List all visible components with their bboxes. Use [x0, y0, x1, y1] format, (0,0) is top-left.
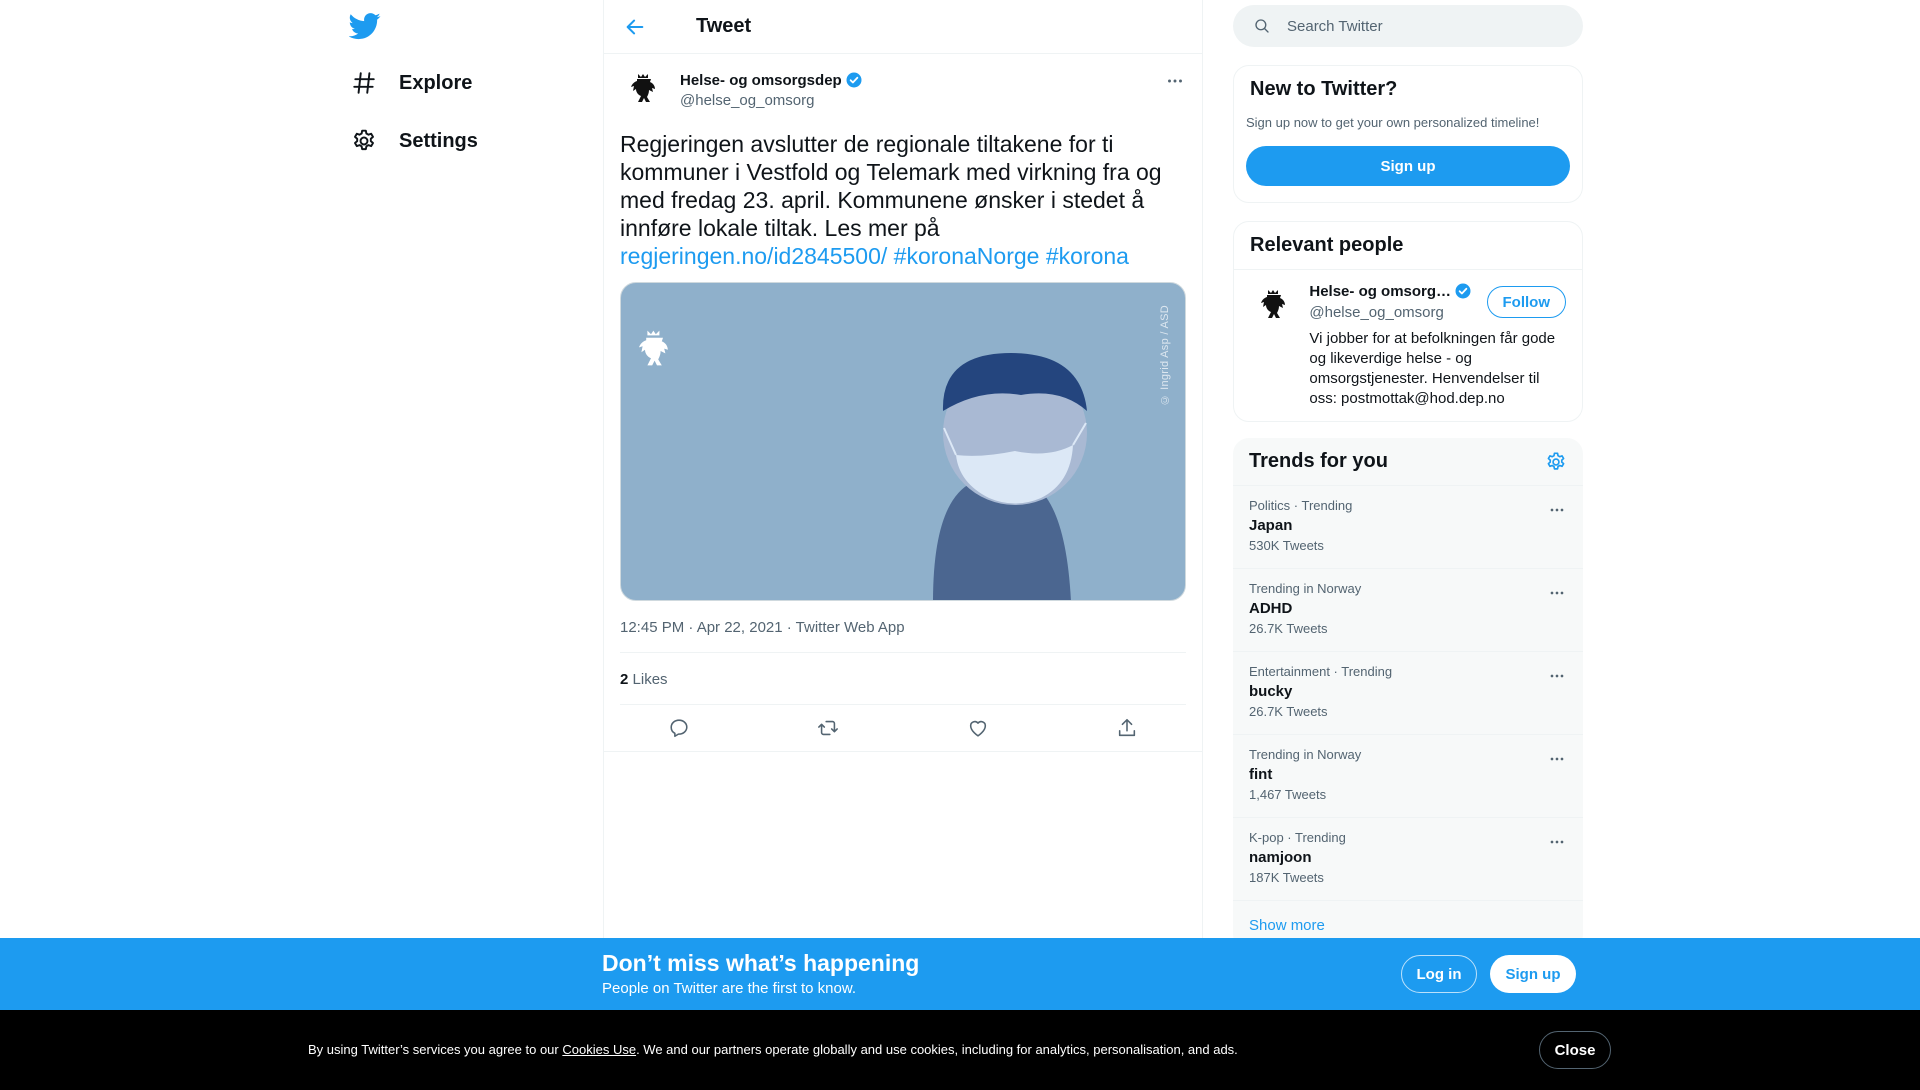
trend-count: 530K Tweets	[1249, 538, 1324, 553]
sign-up-button[interactable]: Sign up	[1490, 955, 1576, 993]
person-bio: Vi jobber for at befolkningen får gode og likeverdige helse - og omsorgstjenester. Henvendelser til oss: postmottak@hod.dep.no	[1309, 330, 1556, 407]
tweet-timestamp[interactable]: 12:45 PM · Apr 22, 2021 · Twitter Web App	[620, 619, 1186, 653]
tweet-actions	[604, 705, 1202, 752]
nav-settings-label: Settings	[399, 129, 478, 152]
banner-subtitle: People on Twitter are the first to know.	[602, 980, 857, 997]
follow-button[interactable]: Follow	[1487, 286, 1567, 318]
new-to-twitter-card	[1233, 65, 1583, 203]
retweet-icon[interactable]	[817, 717, 839, 739]
likes-number: 2	[620, 671, 629, 688]
reply-icon[interactable]	[668, 717, 690, 739]
search-box[interactable]	[1233, 5, 1583, 47]
trends-title: Trends for you	[1249, 450, 1388, 472]
trend-count: 187K Tweets	[1249, 870, 1324, 885]
trend-context: Trending in Norway	[1249, 581, 1362, 596]
tweet-link[interactable]: regjeringen.no/id2845500/	[620, 243, 888, 269]
relevant-person[interactable]	[1234, 270, 1582, 421]
more-options-icon[interactable]	[1547, 832, 1567, 852]
trend-item[interactable]	[1233, 569, 1583, 652]
gear-icon[interactable]	[1545, 451, 1567, 473]
sign-up-button[interactable]: Sign up	[1246, 146, 1570, 186]
trend-item[interactable]	[1233, 818, 1583, 901]
trend-name: fint	[1249, 766, 1273, 783]
relevant-people-title: Relevant people	[1234, 222, 1582, 270]
tweet-body: Regjeringen avslutter de regionale tiltakene for ti kommuner i Vestfold og Telemark med virkning fra og med fredag 23. april. Kommunene ønsker i stedet å innføre lokale tiltak. Les mer på	[620, 131, 1162, 241]
cookie-text	[308, 1042, 1238, 1057]
trend-item[interactable]	[1233, 735, 1583, 818]
trend-item[interactable]	[1233, 652, 1583, 735]
tweet-text	[620, 130, 1190, 270]
cookie-bar	[0, 1010, 1920, 1090]
tweet	[604, 54, 1202, 752]
more-options-icon[interactable]	[1547, 749, 1567, 769]
lion-crest-icon	[624, 70, 664, 110]
trend-context: K-pop · Trending	[1249, 830, 1346, 845]
trend-count: 26.7K Tweets	[1249, 704, 1328, 719]
more-options-icon[interactable]	[1547, 666, 1567, 686]
nav-explore-label: Explore	[399, 71, 473, 94]
trend-count: 1,467 Tweets	[1249, 787, 1327, 802]
trend-context: Politics · Trending	[1249, 498, 1353, 513]
log-in-button[interactable]: Log in	[1401, 955, 1477, 993]
person-name[interactable]: Helse- og omsorg…	[1309, 282, 1452, 300]
signup-banner	[0, 938, 1920, 1010]
main-column	[603, 0, 1203, 1090]
tweet-image[interactable]	[620, 282, 1186, 601]
trend-context: Trending in Norway	[1249, 747, 1362, 762]
trend-context: Entertainment · Trending	[1249, 664, 1393, 679]
search-input[interactable]	[1287, 18, 1547, 35]
likes-label: Likes	[632, 671, 668, 688]
cookies-use-link[interactable]: Cookies Use	[562, 1042, 637, 1057]
right-sidebar	[1233, 0, 1583, 950]
nav-explore[interactable]	[351, 63, 472, 103]
share-icon[interactable]	[1116, 717, 1138, 739]
more-options-icon[interactable]	[1547, 583, 1567, 603]
show-more-link[interactable]: Show more	[1249, 917, 1325, 934]
page-title: Tweet	[696, 15, 752, 37]
banner-title: Don’t miss what’s happening	[602, 950, 920, 976]
image-credit: © Ingrid Asp / ASD	[1159, 305, 1171, 406]
trend-name: ADHD	[1249, 600, 1293, 617]
trend-name: Japan	[1249, 517, 1293, 534]
tweet-header	[604, 0, 1202, 54]
cookie-text-before: By using Twitter’s services you agree to our	[308, 1042, 563, 1057]
lion-crest-icon	[1254, 286, 1294, 326]
twitter-logo-icon[interactable]	[349, 10, 381, 42]
author-handle[interactable]: @helse_og_omsorg	[680, 92, 815, 109]
trend-item[interactable]	[1233, 486, 1583, 569]
likes-count[interactable]	[620, 653, 1186, 705]
verified-badge-icon	[845, 71, 863, 89]
trend-name: bucky	[1249, 683, 1293, 700]
trends-header	[1233, 438, 1583, 486]
avatar[interactable]	[1250, 282, 1297, 330]
author-name[interactable]: Helse- og omsorgsdep	[680, 71, 842, 89]
verified-badge-icon	[1454, 282, 1472, 300]
nav-settings[interactable]	[351, 121, 478, 161]
person-handle[interactable]: @helse_og_omsorg	[1309, 304, 1444, 321]
hashtag-link[interactable]: #koronaNorge	[893, 243, 1040, 269]
trend-count: 26.7K Tweets	[1249, 621, 1328, 636]
more-options-icon[interactable]	[1164, 70, 1186, 92]
trends-card	[1233, 438, 1583, 950]
close-button[interactable]: Close	[1539, 1031, 1611, 1069]
hashtag-link[interactable]: #korona	[1045, 243, 1129, 269]
new-to-twitter-title: New to Twitter?	[1250, 78, 1398, 100]
like-heart-icon[interactable]	[967, 717, 989, 739]
trend-name: namjoon	[1249, 849, 1312, 866]
gear-icon	[351, 128, 377, 154]
back-arrow-icon[interactable]	[624, 16, 646, 38]
avatar[interactable]	[620, 66, 668, 114]
hashtag-icon	[351, 70, 377, 96]
masked-person-illustration	[621, 283, 1186, 601]
cookie-text-after: . We and our partners operate globally and use cookies, including for analytics, personalisation, and ads.	[636, 1042, 1238, 1057]
relevant-people-card	[1233, 221, 1583, 422]
search-icon	[1253, 17, 1271, 35]
more-options-icon[interactable]	[1547, 500, 1567, 520]
new-to-twitter-subtitle: Sign up now to get your own personalized timeline!	[1246, 115, 1540, 130]
tweet-author	[620, 66, 1186, 114]
